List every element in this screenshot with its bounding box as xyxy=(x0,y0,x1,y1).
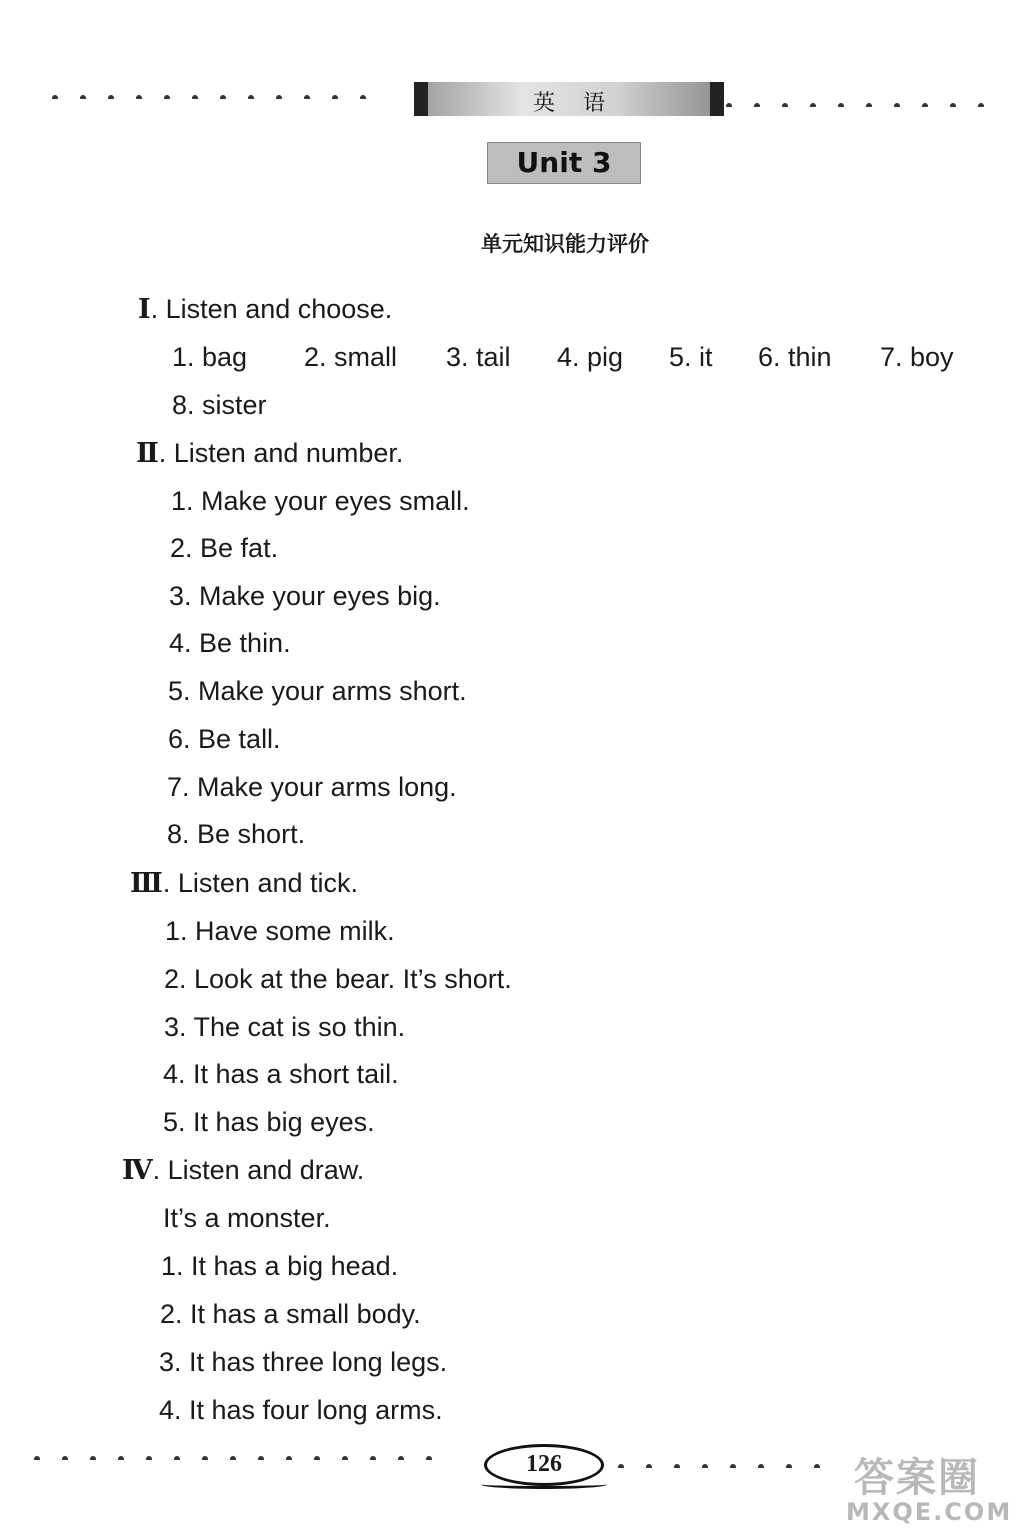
section-title: 单元知识能力评价 xyxy=(481,232,649,256)
list-item: 1. Have some milk. xyxy=(165,916,395,946)
page-number-badge xyxy=(484,1444,604,1486)
list-item: 3. It has three long legs. xyxy=(159,1347,448,1377)
list-item: 4. It has a short tail. xyxy=(163,1059,399,1089)
section-numeral: Ⅲ xyxy=(130,868,163,899)
section-numeral: Ⅰ xyxy=(138,294,151,325)
section-instruction: . Listen and number. xyxy=(158,438,404,468)
section-numeral: Ⅱ xyxy=(136,438,159,469)
list-item: 4. Be thin. xyxy=(169,628,291,658)
section-heading xyxy=(122,1153,364,1188)
watermark xyxy=(846,1446,1022,1530)
watermark-url: MXQE.COM xyxy=(846,1498,1013,1526)
unit-title: Unit 3 xyxy=(487,142,641,184)
list-item: 7. boy xyxy=(880,342,954,372)
header-dots-right xyxy=(726,97,1026,107)
section-instruction: . Listen and draw. xyxy=(152,1155,365,1185)
page-number: 126 xyxy=(526,1451,562,1477)
list-item: 5. It has big eyes. xyxy=(163,1107,375,1137)
list-item: 6. thin xyxy=(758,342,832,372)
footer-dots-left xyxy=(34,1450,480,1460)
section-intro: It’s a monster. xyxy=(163,1203,331,1233)
section-heading xyxy=(136,436,403,471)
section-heading xyxy=(130,866,358,901)
choose-word-row xyxy=(0,342,1030,382)
list-item: 5. Make your arms short. xyxy=(168,676,467,706)
list-item: 2. It has a small body. xyxy=(160,1299,421,1329)
list-item: 2. small xyxy=(304,342,398,372)
section-instruction: . Listen and tick. xyxy=(162,868,358,898)
footer-dots-right xyxy=(618,1458,848,1468)
list-item: 8. sister xyxy=(172,390,267,420)
list-item: 7. Make your arms long. xyxy=(167,772,457,802)
list-item: 6. Be tall. xyxy=(168,724,281,754)
watermark-logo: 答案圈 xyxy=(854,1455,980,1501)
subject-label: 英语 xyxy=(532,91,633,116)
list-item: 2. Be fat. xyxy=(170,533,279,563)
section-heading xyxy=(138,292,392,327)
list-item: 4. pig xyxy=(557,342,624,372)
list-item: 8. Be short. xyxy=(167,819,306,849)
section-numeral: Ⅳ xyxy=(122,1155,153,1186)
section-instruction: . Listen and choose. xyxy=(150,294,393,324)
banner-cap-right xyxy=(710,82,724,116)
list-item: 1. Make your eyes small. xyxy=(171,486,470,516)
list-item: 3. The cat is so thin. xyxy=(164,1012,406,1042)
list-item: 2. Look at the bear. It’s short. xyxy=(164,964,512,994)
list-item: 3. Make your eyes big. xyxy=(169,581,441,611)
subject-banner xyxy=(414,82,724,116)
list-item: 4. It has four long arms. xyxy=(159,1395,443,1425)
list-item: 1. bag xyxy=(172,342,248,372)
header-dots-left xyxy=(52,89,412,99)
list-item: 5. it xyxy=(669,342,713,372)
list-item: 1. It has a big head. xyxy=(161,1251,399,1281)
list-item: 3. tail xyxy=(446,342,511,372)
